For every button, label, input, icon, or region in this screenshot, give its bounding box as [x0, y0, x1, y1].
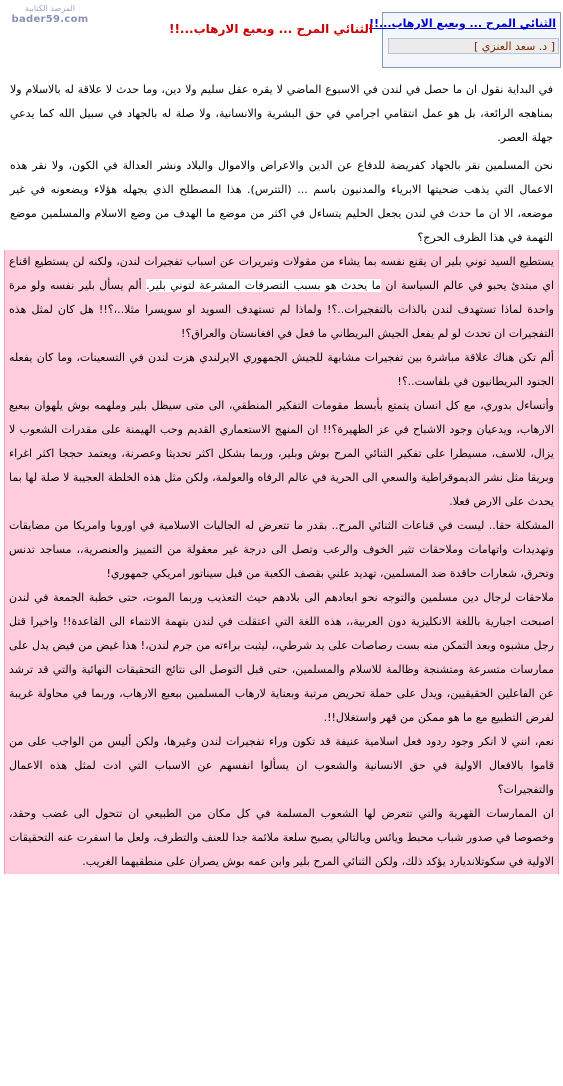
paragraph: في البداية نقول ان ما حصل في لندن في الاسبوع الماضي لا يقره عقل سليم ولا دين، وما حدث لا علاقة له بالاسلام ولا بمناهجه الرائعة، بل هو عمل انتقامي اجرامي في حق البشرية والانسانية، ولا صلة له بالجهاد في سبيل الله كما يدعي جهلة العصر. [4, 78, 559, 150]
logo-site-text: bader59.com [11, 14, 89, 25]
paragraph: ملاحقات لرجال دين مسلمين والتوجه نحو ابعادهم الى بلادهم حيث التعذيب وربما الموت، حتى خطبة الجمعة في لندن اصبحت اجبارية باللغة الانكليزية دون العربية،، هذه اللغة التي اعتقلت في لندن بتهمة الانتماء الى القاعدة!! واخيرا قتل رجل مشبوه وبعد التمكن منه بست رصاصات على يد شرطي،، ليثبت براءته من جرم لندن،! هذا غيض من فيض يدل على ممارسات متسرعة ومتشنجة وظالمة للاسلام والمسلمين، حتى قبل التوصل الى نتائج التحقيقات النهائية والتي قد ترشد عن الفاعلين الحقيقيين، ويدل على حملة تحريض مرتبة وبعناية لارهاب المسلمين ببعبع الارهاب، وربما في محاولة غريبة لفرض التطبيع مع ما هو ممكن من قهر واستغلال!!. [9, 591, 554, 724]
main-title: الثنائي المرح ... وبعبع الارهاب...!! [168, 22, 373, 36]
paragraph: نعم، انني لا انكر وجود ردود فعل اسلامية عنيفة قد تكون وراء تفجيرات لندن وغيرها، ولكن أليس من الواجب على من قاموا بالافعال الاولية في حق الانسانية والشعوب ان يسألوا انفسهم عن الاسباب التي ادت لمثل هذه الاعمال والتفجيرات؟ [9, 735, 554, 796]
highlighted-phrase: ما يحدث هو بسبب التصرفات المشرعة لتوني بلير. [146, 279, 381, 292]
article-title-link[interactable]: الثنائي المرح ... وبعبع الارهاب...!! [368, 17, 556, 30]
paragraph [5, 250, 558, 346]
paragraph: المشكلة حقا.. ليست في قناعات الثنائي المرح.. بقدر ما تتعرض له الجاليات الاسلامية في اوروبا وامريكا من مضايقات وتهديدات واتهامات وملاحقات تثير الخوف والرعب وتصل الى درجة غير معقولة من التمييز والعنصرية،، مساجد تدنس وتحرق، شعارات حاقدة ضد المسلمين، تهديد علني بقصف الكعبة من قبل سيناتور امريكي جمهوري! [9, 519, 554, 580]
highlighted-section [4, 250, 559, 874]
paragraph: ألم تكن هناك علاقة مباشرة بين تفجيرات مشابهة للجيش الجمهوري الايرلندي هزت لندن في التسعينات، وما كان يفعله الجنود البريطانيون في بلفاست..؟! [9, 351, 554, 388]
paragraph: نحن المسلمين نقر بالجهاد كفريضة للدفاع عن الدين والاعراض والاموال والبلاد ونشر العدالة في الكون، ولا نقر هذه الاعمال التي يذهب ضحيتها الابرياء والمدنيون باسم ... (التترس). هذا المصطلح الذي يجهله هؤلاء ويضعونه في غير موضعه، الا ان ما حدث في لندن يجعل الحليم يتساءل في اكثر من موضع ما الهدف من وضع الاسلام والمسلمين موضع التهمة في هذا الظرف الحرج؟ [4, 154, 559, 250]
logo-arabic-text: المرصد الكتابية [24, 4, 76, 13]
paragraph-text: يستطيع السيد توني بلير ان يقنع نفسه بما يشاء من مقولات وتبريرات عن اسباب تفجيرات لندن، ولكنه لن يستطيع اقناع اي مبتدئ يحبو في عالم السياسة ان [9, 255, 555, 292]
site-logo[interactable] [4, 4, 96, 28]
article-header [0, 0, 563, 70]
paragraph: ان الممارسات القهرية والتي تتعرض لها الشعوب المسلمة في كل مكان من الطبيعي ان تتحول الى غضب وحقد، وخصوصا في صدور شباب محبط ويائس وبالتالي يصبح سلعة ملائمة جدا للعنف والتطرف، ولعل ما اسفرت عنه التحقيقات الاولية في سكوتلانديارد يؤكد ذلك، ولكن الثنائي المرح بلير وابن عمه بوش يصران على منطقيهما الغريب. [9, 807, 554, 868]
author-label: [ د. سعد العنزي ] [388, 38, 559, 54]
article-body [4, 78, 559, 874]
paragraph-text: ألم يسأل بلير نفسه ولو مرة واحدة لماذا تستهدف لندن بالذات بالتفجيرات..؟! ولماذا لم تستهدف السويد او سويسرا مثلا..،؟!! هل كان لمثل هذه التفجيرات ان تحدث لو لم يفعل الجيش البريطاني ما فعل في افغانستان والعراق؟! [9, 279, 554, 340]
paragraph: وأتساءل بدوري، مع كل انسان يتمتع بأبسط مقومات التفكير المنطقي، الى متى سيظل بلير وملهمه بوش يلهوان ببعبع الارهاب، ويدعيان وجود الاشباح في عز الظهيرة؟!! ان المنهج الاستعماري القديم وحب الهيمنة على مقدرات الشعوب لا يزال، للاسف، مسيطرا على تفكير الثنائي المرح بوش وبلير، وربما بشكل اكثر تحديثا وعصرنة، ويعتمد حججا اكثر اغراء وبريقا مثل نشر الديموقراطية والسعي الى الحرية في عالم الرفاه والعولمة، ولكن مثل هذه الخلطة العجيبة لا صلة لها بما يحدث على الارض فعلا. [9, 399, 554, 508]
